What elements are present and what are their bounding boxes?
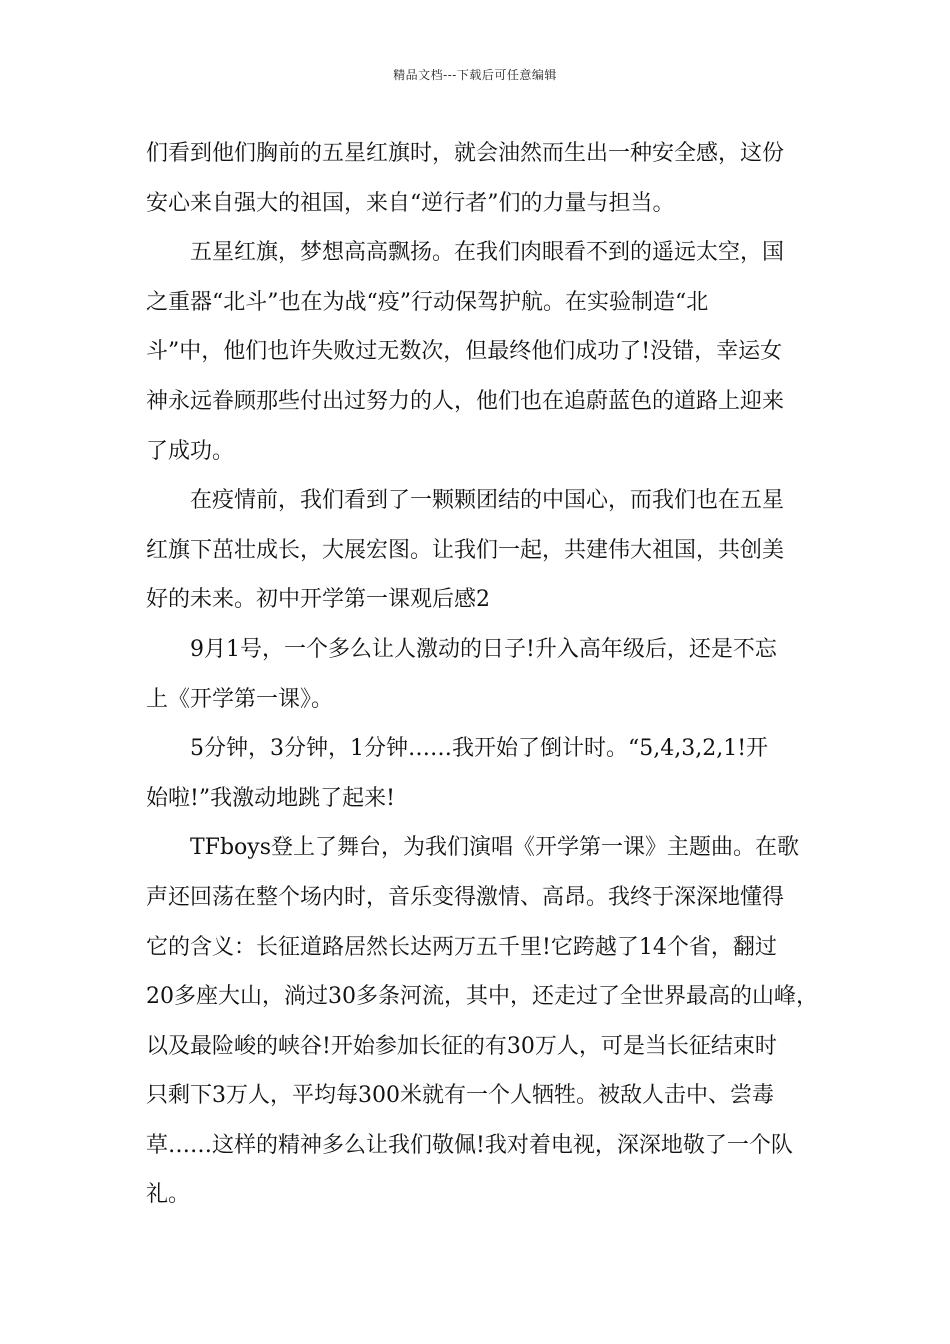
text-line: 始啦!”我激动地跳了起来! — [146, 785, 395, 811]
text-line: 9月1号，一个多么让人激动的日子!升入高年级后，还是不忘 — [190, 636, 777, 662]
text-line: 20多座大山，淌过30多条河流，其中，还走过了全世界最高的山峰， — [146, 984, 818, 1010]
text-line: 上《开学第一课》。 — [146, 686, 334, 712]
text-line: 好的未来。初中开学第一课观后感2 — [146, 587, 490, 613]
text-line: 们看到他们胸前的五星红旗时，就会油然而生出一种安全感，这份 — [146, 141, 785, 166]
text-line: 5分钟，3分钟，1分钟……我开始了倒计时。“5,4,3,2,1!开 — [190, 736, 769, 762]
document-body — [146, 129, 818, 1220]
text-line: TFboys登上了舞台，为我们演唱《开学第一课》主题曲。在歌 — [190, 835, 799, 861]
text-line: 红旗下茁壮成长，大展宏图。让我们一起，共建伟大祖国，共创美 — [146, 537, 785, 563]
text-line: 斗”中，他们也许失败过无数次，但最终他们成功了!没错，幸运女 — [146, 339, 783, 365]
text-line: 它的含义：长征道路居然长达两万五千里!它跨越了14个省，翻过 — [146, 934, 777, 960]
text-line: 了成功。 — [146, 438, 235, 464]
text-line: 草……这样的精神多么让我们敬佩!我对着电视，深深地敬了一个队 — [146, 1132, 793, 1158]
text-line: 声还回荡在整个场内时，音乐变得激情、高昂。我终于深深地懂得 — [146, 884, 785, 910]
text-line: 只剩下3万人，平均每300米就有一个人牺牲。被敌人击中、尝毒 — [146, 1083, 774, 1109]
text-line: 神永远眷顾那些付出过努力的人，他们也在追蔚蓝色的道路上迎来 — [146, 388, 785, 414]
text-line: 以及最险峻的峡谷!开始参加长征的有30万人，可是当长征结束时 — [146, 1033, 777, 1059]
text-line: 之重器“北斗”也在为战“疫”行动保驾护航。在实验制造“北 — [146, 289, 709, 315]
text-line: 安心来自强大的祖国，来自“逆行者”们的力量与担当。 — [146, 190, 675, 216]
text-line: 在疫情前，我们看到了一颗颗团结的中国心，而我们也在五星 — [190, 488, 785, 514]
text-line: 礼。 — [146, 1182, 191, 1208]
text-line: 五星红旗，梦想高高飘扬。在我们肉眼看不到的遥远太空，国 — [190, 240, 785, 266]
page-header: 精品文档---下载后可任意编辑 — [393, 68, 557, 82]
